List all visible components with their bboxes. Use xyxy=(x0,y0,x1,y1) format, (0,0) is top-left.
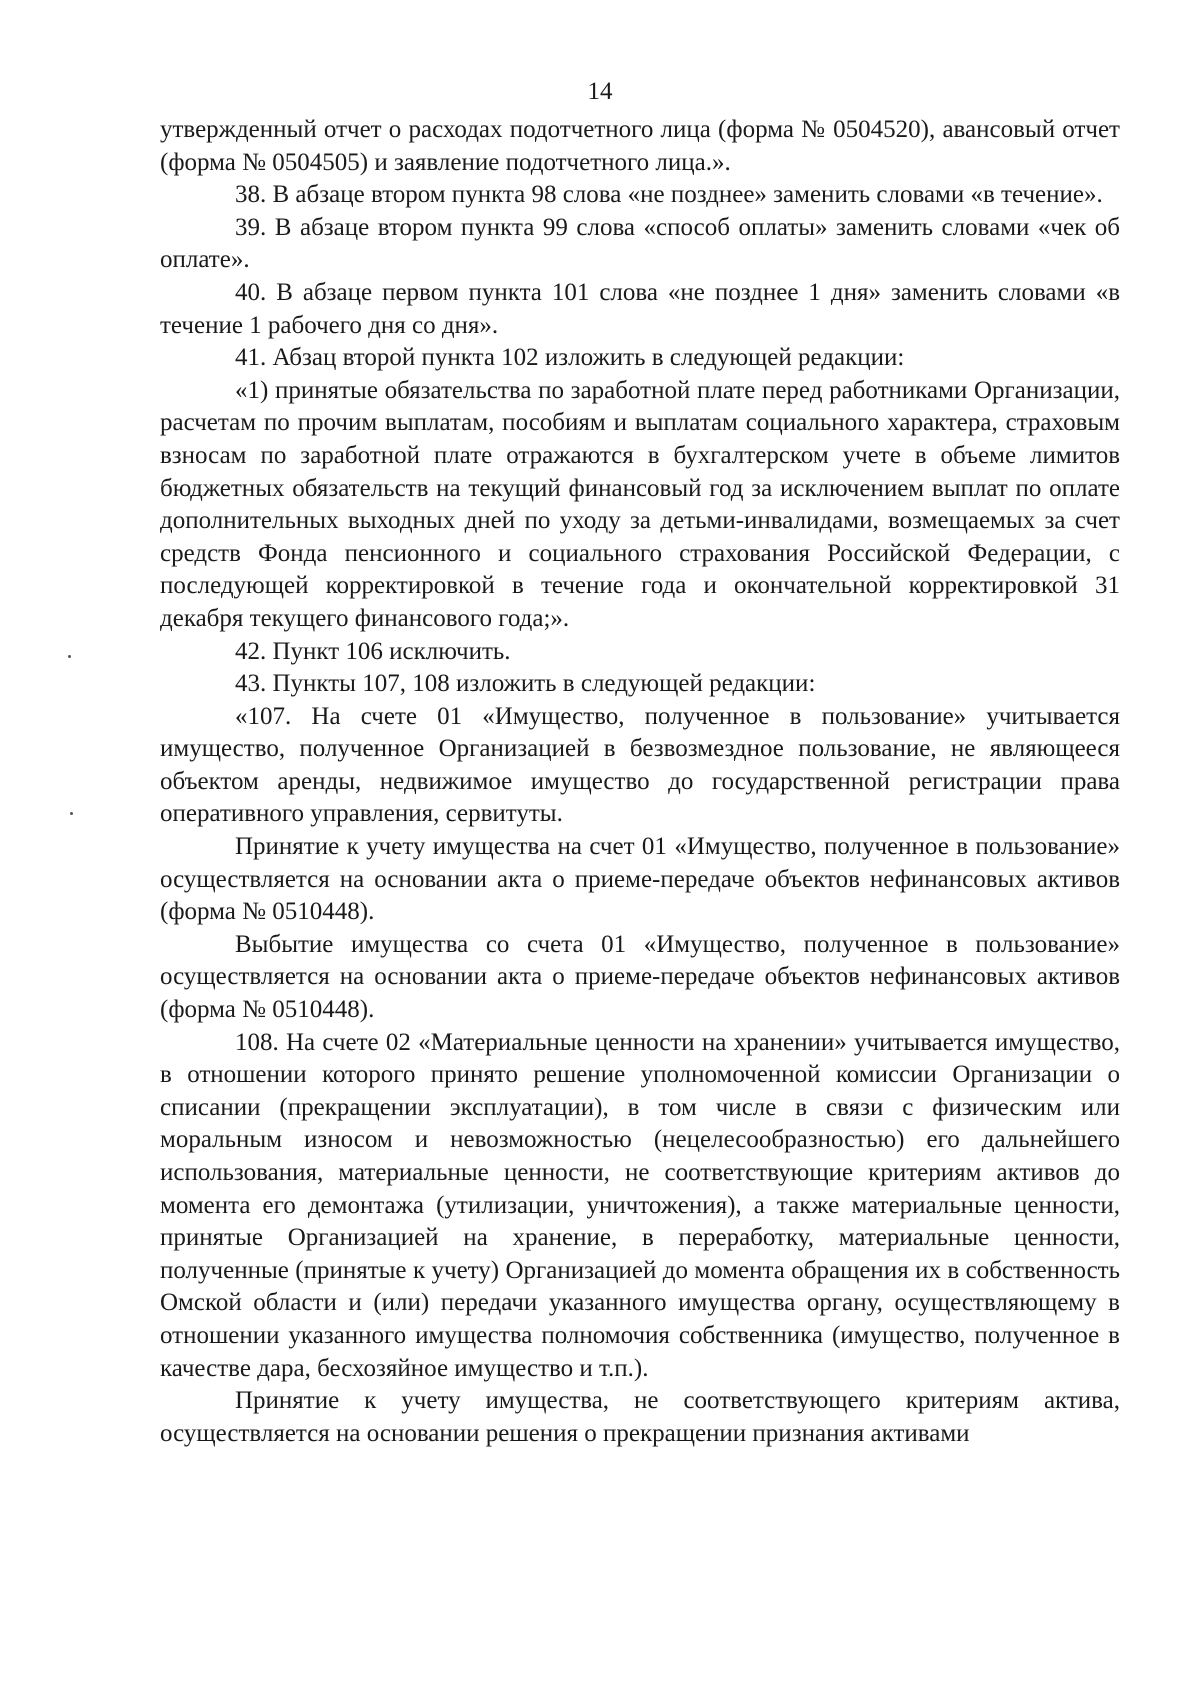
page-number: 14 xyxy=(587,78,613,105)
paragraph-item-42: 42. Пункт 106 исключить. xyxy=(235,637,511,665)
paragraph-item-107-acceptance: Принятие к учету имущества на счет 01 «Имущество, полученное в пользование» осуществляется на основании акта о приеме-передаче объектов нефинансовых активов (форма № 0510448). xyxy=(160,833,1120,926)
paragraph-item-107-disposal: Выбытие имущества со счета 01 «Имущество, полученное в пользование» осуществляется на основании акта о приеме-передаче объектов нефинансовых активов (форма № 0510448). xyxy=(160,930,1120,1024)
paragraph-continuation: утвержденный отчет о расходах подотчетного лица (форма № 0504520), авансовый отчет (форма № 0504505) и заявление подотчетного лица.». xyxy=(160,116,1120,176)
paragraph-item-38: 38. В абзаце втором пункта 98 слова «не позднее» заменить словами «в течение». xyxy=(235,181,1103,209)
paragraph-item-108-acceptance: Принятие к учету имущества, не соответствующего критериям актива, осуществляется на основании решения о прекращении признания активами xyxy=(160,1387,1120,1447)
paragraph-item-40: 40. В абзаце первом пункта 101 слова «не позднее 1 дня» заменить словами «в течение 1 рабочего дня со дня». xyxy=(160,278,1120,339)
paragraph-item-41: 41. Абзац второй пункта 102 изложить в следующей редакции: xyxy=(235,344,905,372)
paragraph-item-39: 39. В абзаце втором пункта 99 слова «способ оплаты» заменить словами «чек об оплате». xyxy=(160,213,1120,274)
scan-speck xyxy=(68,655,71,658)
document-body xyxy=(160,114,1120,1450)
paragraph-item-108: 108. На счете 02 «Материальные ценности на хранении» учитывается имущество, в отношении которого принято решение уполномоченной комиссии Организации о списании (прекращении эксплуатации), в том числе в связи с физическим или моральным износом и невозможностью (нецелесообразностью) его дальнейшего использования, материальные ценности, не соответствующие критериям активов до момента его демонтажа (утилизации, уничтожения), а также материальные ценности, принятые Организацией на хранение, в переработку, материальные ценности, полученные (принятые к учету) Организацией до момента обращения их в собственность Омской области и (или) передачи указанного имущества органу, осуществляющему в отношении указанного имущества полномочия собственника (имущество, полученное в качестве дара, бесхозяйное имущество и т.п.). xyxy=(160,1028,1120,1382)
paragraph-item-107: «107. На счете 01 «Имущество, полученное в пользование» учитывается имущество, полученное Организацией в безвозмездное пользование, не являющееся объектом аренды, недвижимое имущество до государственной регистрации права оперативного управления, сервитуты. xyxy=(160,702,1120,828)
scan-speck xyxy=(70,812,73,815)
paragraph-item-41-quote: «1) принятые обязательства по заработной плате перед работниками Организации, расчетам по прочим выплатам, пособиям и выплатам социального характера, страховым взносам по заработной плате отражаются в бухгалтерском учете в объеме лимитов бюджетных обязательств на текущий финансовый год за исключением выплат по оплате дополнительных выходных дней по уходу за детьми-инвалидами, возмещаемых за счет средств Фонда пенсионного и социального страхования Российской Федерации, с последующей корректировкой в течение года и окончательной корректировкой 31 декабря текущего финансового года;». xyxy=(160,376,1120,632)
paragraph-item-43: 43. Пункты 107, 108 изложить в следующей редакции: xyxy=(235,670,816,698)
